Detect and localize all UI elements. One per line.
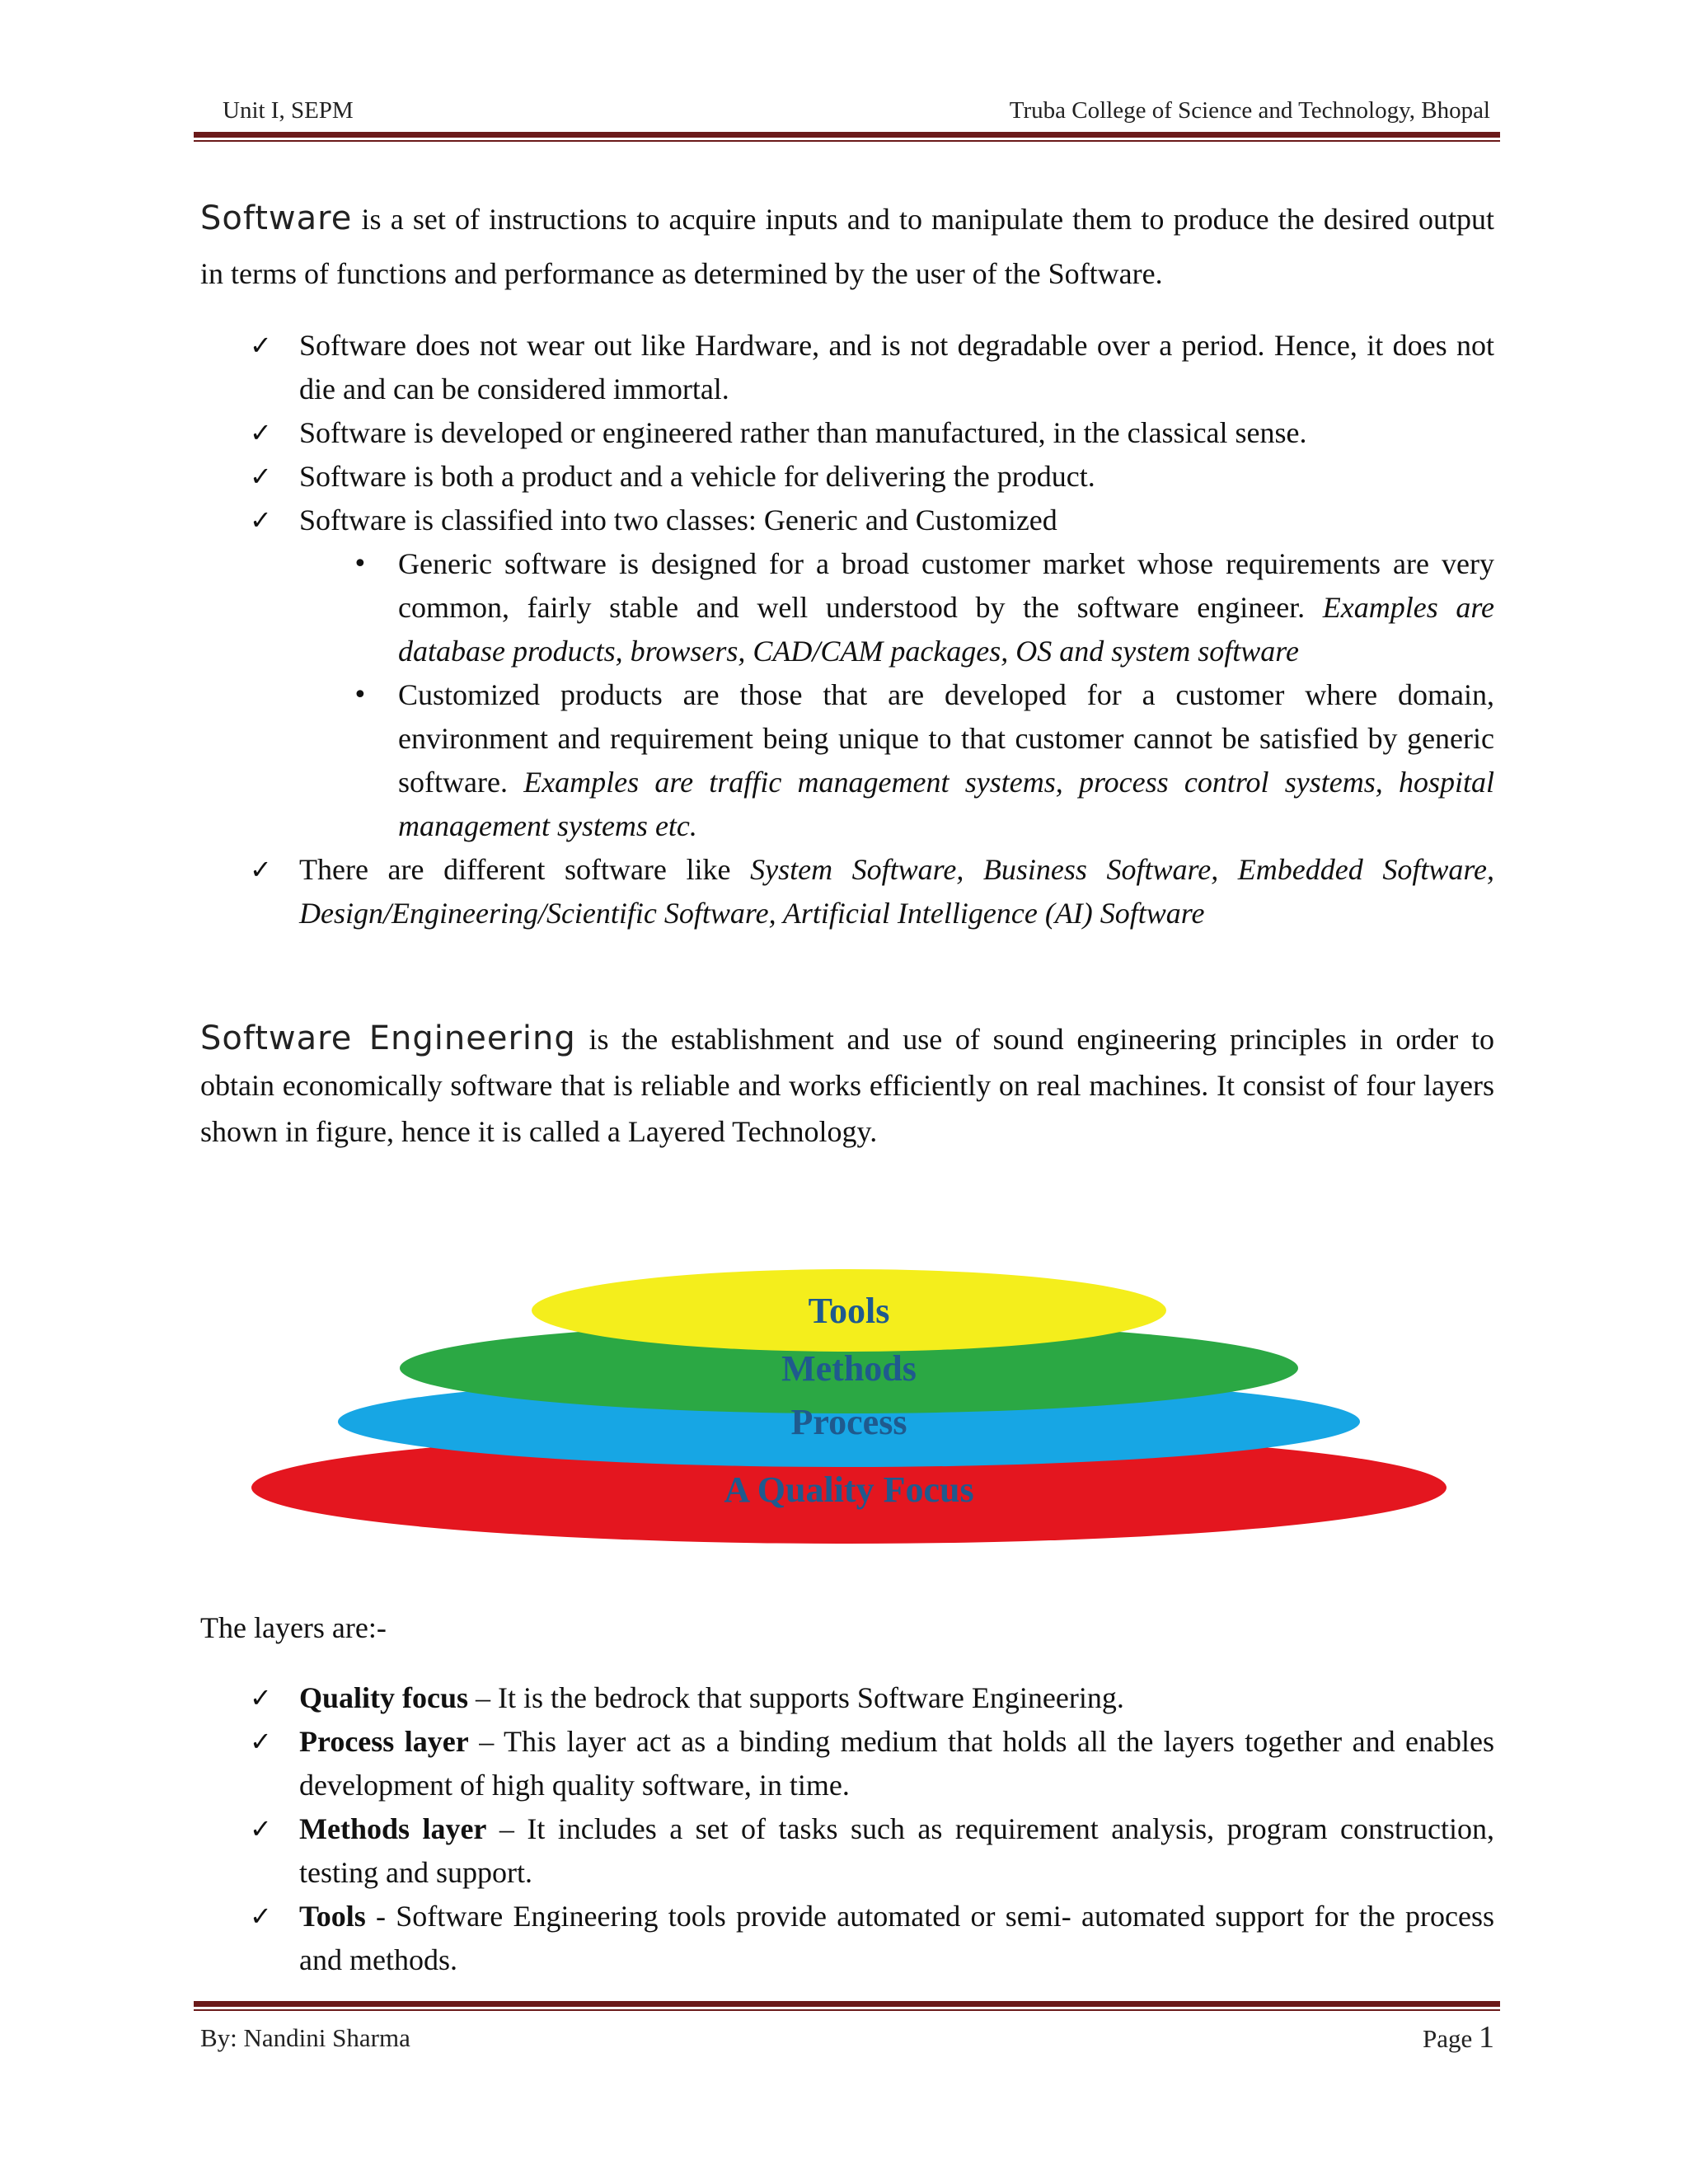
layers-list (200, 1676, 1494, 1982)
sub-item-examples: Examples are traffic management systems, process control systems, hospital management systems etc. (398, 766, 1495, 842)
bullet-icon: • (353, 681, 368, 710)
footer-author: By: Nandini Sharma (200, 2023, 410, 2052)
layers-intro: The layers are:- (200, 1611, 387, 1644)
list-item (200, 324, 1494, 411)
layer-name: Quality focus (299, 1681, 469, 1714)
quality-focus-label: A Quality Focus (724, 1469, 974, 1510)
check-icon: ✓ (250, 330, 272, 361)
header-unit: Unit I, SEPM (223, 97, 354, 124)
page-number: 1 (1479, 2020, 1494, 2055)
footer-rule-thin (194, 2009, 1500, 2011)
list-item (200, 848, 1494, 935)
sub-item-text: Generic software is designed for a broad customer market whose requirements are very common, fairly stable and well understood by the software engineer. (398, 547, 1494, 624)
page-label: Page (1422, 2024, 1473, 2053)
layer-desc: – It includes a set of tasks such as requirement analysis, program construction, testing and support. (299, 1812, 1494, 1889)
methods-label: Methods (781, 1348, 917, 1389)
software-characteristics-list (200, 324, 1494, 935)
header-rule-thick (194, 132, 1500, 138)
bullet-icon: • (353, 550, 368, 579)
software-term: Software (200, 199, 353, 237)
list-item (200, 1676, 1494, 1720)
layer-desc: - Software Engineering tools provide automated or semi- automated support for the process and methods. (299, 1900, 1494, 1976)
sub-list-item (200, 542, 1494, 673)
list-item-text: Software does not wear out like Hardware, and is not degradable over a period. Hence, it does not die and can be considered immortal. (299, 329, 1494, 405)
list-item (200, 411, 1494, 455)
check-icon: ✓ (250, 461, 272, 492)
tools-label: Tools (808, 1291, 890, 1331)
list-item (200, 1895, 1494, 1982)
sub-item-text: Customized products are those that are developed for a customer where domain, environment and requirement being unique to that customer cannot be satisfied by generic software. (398, 678, 1494, 799)
se-definition-text: is the establishment and use of sound engineering principles in order to obtain economically software that is reliable and works efficiently on real machines. It consist of four layers shown in figure, hence it is called a Layered Technology. (200, 1023, 1494, 1148)
check-icon: ✓ (250, 854, 272, 885)
software-classes-list (299, 542, 1494, 848)
process-label: Process (790, 1402, 907, 1442)
check-icon: ✓ (250, 417, 272, 448)
layer-desc: – It is the bedrock that supports Software Engineering. (476, 1681, 1124, 1714)
footer-page (1423, 2019, 1494, 2055)
layer-desc: – This layer act as a binding medium that holds all the layers together and enables development of high quality software, in time. (299, 1725, 1495, 1802)
header-college: Truba College of Science and Technology, Bhopal (1009, 97, 1490, 124)
se-definition (200, 1015, 1494, 1155)
list-item (200, 1807, 1494, 1895)
software-definition (200, 191, 1494, 301)
list-item-text: Software is both a product and a vehicle for delivering the product. (299, 460, 1095, 493)
header-rule-thin (194, 140, 1500, 142)
check-icon: ✓ (250, 504, 272, 536)
list-item-text: Software is classified into two classes: Generic and Customized (299, 504, 1057, 537)
check-icon: ✓ (250, 1813, 272, 1844)
list-item-examples: System Software, Business Software, Embedded Software, Design/Engineering/Scientific Software, Artificial Intelligence (AI) Software (299, 853, 1495, 930)
check-icon: ✓ (250, 1682, 272, 1713)
list-item (200, 1720, 1494, 1807)
layer-name: Tools (299, 1900, 366, 1933)
list-item-text: Software is developed or engineered rather than manufactured, in the classical sense. (299, 416, 1307, 449)
list-item (200, 499, 1494, 848)
se-term: Software Engineering (200, 1019, 576, 1057)
list-item (200, 455, 1494, 499)
list-item-text: There are different software like (299, 853, 731, 886)
check-icon: ✓ (250, 1900, 272, 1932)
sub-list-item (200, 673, 1494, 848)
layered-technology-figure (198, 1261, 1492, 1566)
layer-name: Methods layer (299, 1812, 487, 1845)
check-icon: ✓ (250, 1726, 272, 1757)
software-definition-text: is a set of instructions to acquire inputs and to manipulate them to produce the desired output in terms of functions and performance as determined by the user of the Software. (200, 203, 1495, 290)
sub-item-examples: Examples are database products, browsers, CAD/CAM packages, OS and system software (398, 591, 1494, 668)
footer-rule-thick (194, 2001, 1500, 2007)
layer-name: Process layer (299, 1725, 469, 1758)
